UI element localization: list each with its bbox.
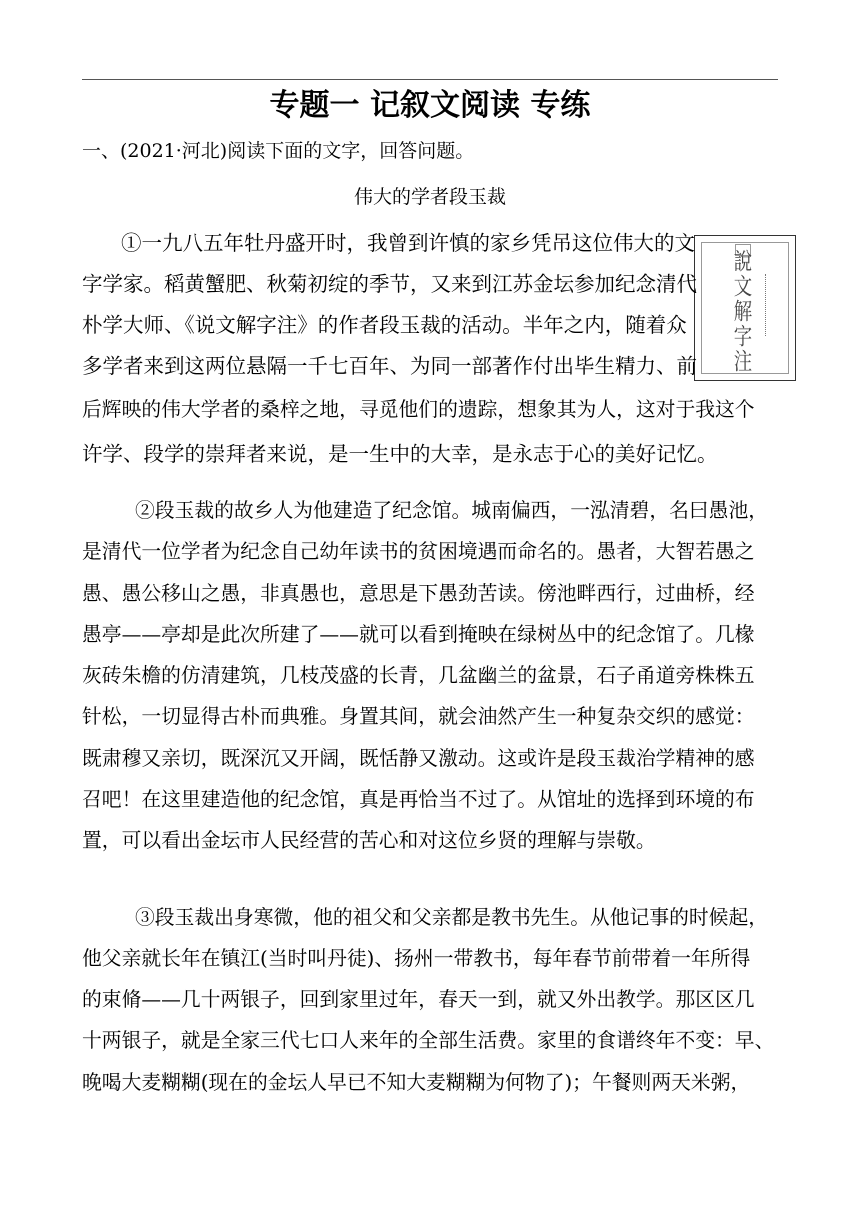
paragraph-line: 后辉映的伟大学者的桑梓之地，寻觅他们的遗踪，想象其为人，这对于我这个 [82,398,755,421]
paragraph-line: 置，可以看出金坛市人民经营的苦心和对这位乡贤的理解与崇敬。 [82,829,656,852]
paragraph-line: 召吧！在这里建造他的纪念馆，真是再恰当不过了。从馆址的选择到环境的布 [82,788,755,811]
paragraph-line: 许学、段学的崇拜者来说，是一生中的大幸，是永志于心的美好记忆。 [82,442,718,466]
paragraph-line: 十两银子，就是全家三代七口人来年的全部生活费。家里的食谱终年不变：早、 [82,1029,775,1052]
section-heading: 一、(2021·河北)阅读下面的文字，回答问题。 [82,140,475,162]
book-cover-image [694,235,796,381]
paragraph-line: ③段玉裁出身寒微，他的祖父和父亲都是教书先生。从他记事的时候起， [135,906,769,929]
paragraph-line: 愚亭——亭却是此次所建了——就可以看到掩映在绿树丛中的纪念馆了。几椽 [82,623,755,646]
page-title: 专题一 记叙文阅读 专练 [269,88,591,123]
paragraph-line: 愚、愚公移山之愚，非真愚也，意思是下愚劲苦读。傍池畔西行，过曲桥，经 [82,582,755,605]
book-cover-seal-text: 說 文 解 字 注 [733,249,753,375]
paragraph-line: 既肃穆又亲切，既深沉又开阔，既恬静又激动。这或许是段玉裁治学精神的感 [82,747,755,770]
paragraph-line: 针松，一切显得古朴而典雅。身置其间，就会油然产生一种复杂交织的感觉： [82,705,755,728]
paragraph-line: 朴学大师、《说文解字注》的作者段玉裁的活动。半年之内，随着众 [82,313,687,337]
paragraph-line: 晚喝大麦糊糊(现在的金坛人早已不知大麦糊糊为何物了)；午餐则两天米粥， [82,1071,751,1094]
top-rule [82,79,778,80]
book-cover-publisher [765,274,774,336]
paragraph-line: 是清代一位学者为纪念自己幼年读书的贫困境遇而命名的。愚者，大智若愚之 [82,540,755,563]
paragraph-line: 灰砖朱檐的仿清建筑，几枝茂盛的长青，几盆幽兰的盆景，石子甬道旁株株五 [82,664,755,687]
paragraph-line: 的束脩——几十两银子，回到家里过年，春天一到，就又外出教学。那区区几 [82,988,755,1011]
article-title: 伟大的学者段玉裁 [353,186,506,208]
paragraph-line: ①一九八五年牡丹盛开时，我曾到许慎的家乡凭吊这位伟大的文 [121,231,695,255]
paragraph-line: ②段玉裁的故乡人为他建造了纪念馆。城南偏西，一泓清碧，名曰愚池， [135,499,769,522]
paragraph-line: 多学者来到这两位悬隔一千七百年、为同一部著作付出毕生精力、前 [82,354,697,378]
paragraph-line: 他父亲就长年在镇江(当时叫丹徒)、扬州一带教书，每年春节前带着一年所得 [82,947,751,970]
paragraph-line: 字学家。稻黄蟹肥、秋菊初绽的季节，又来到江苏金坛参加纪念清代 [82,272,697,296]
